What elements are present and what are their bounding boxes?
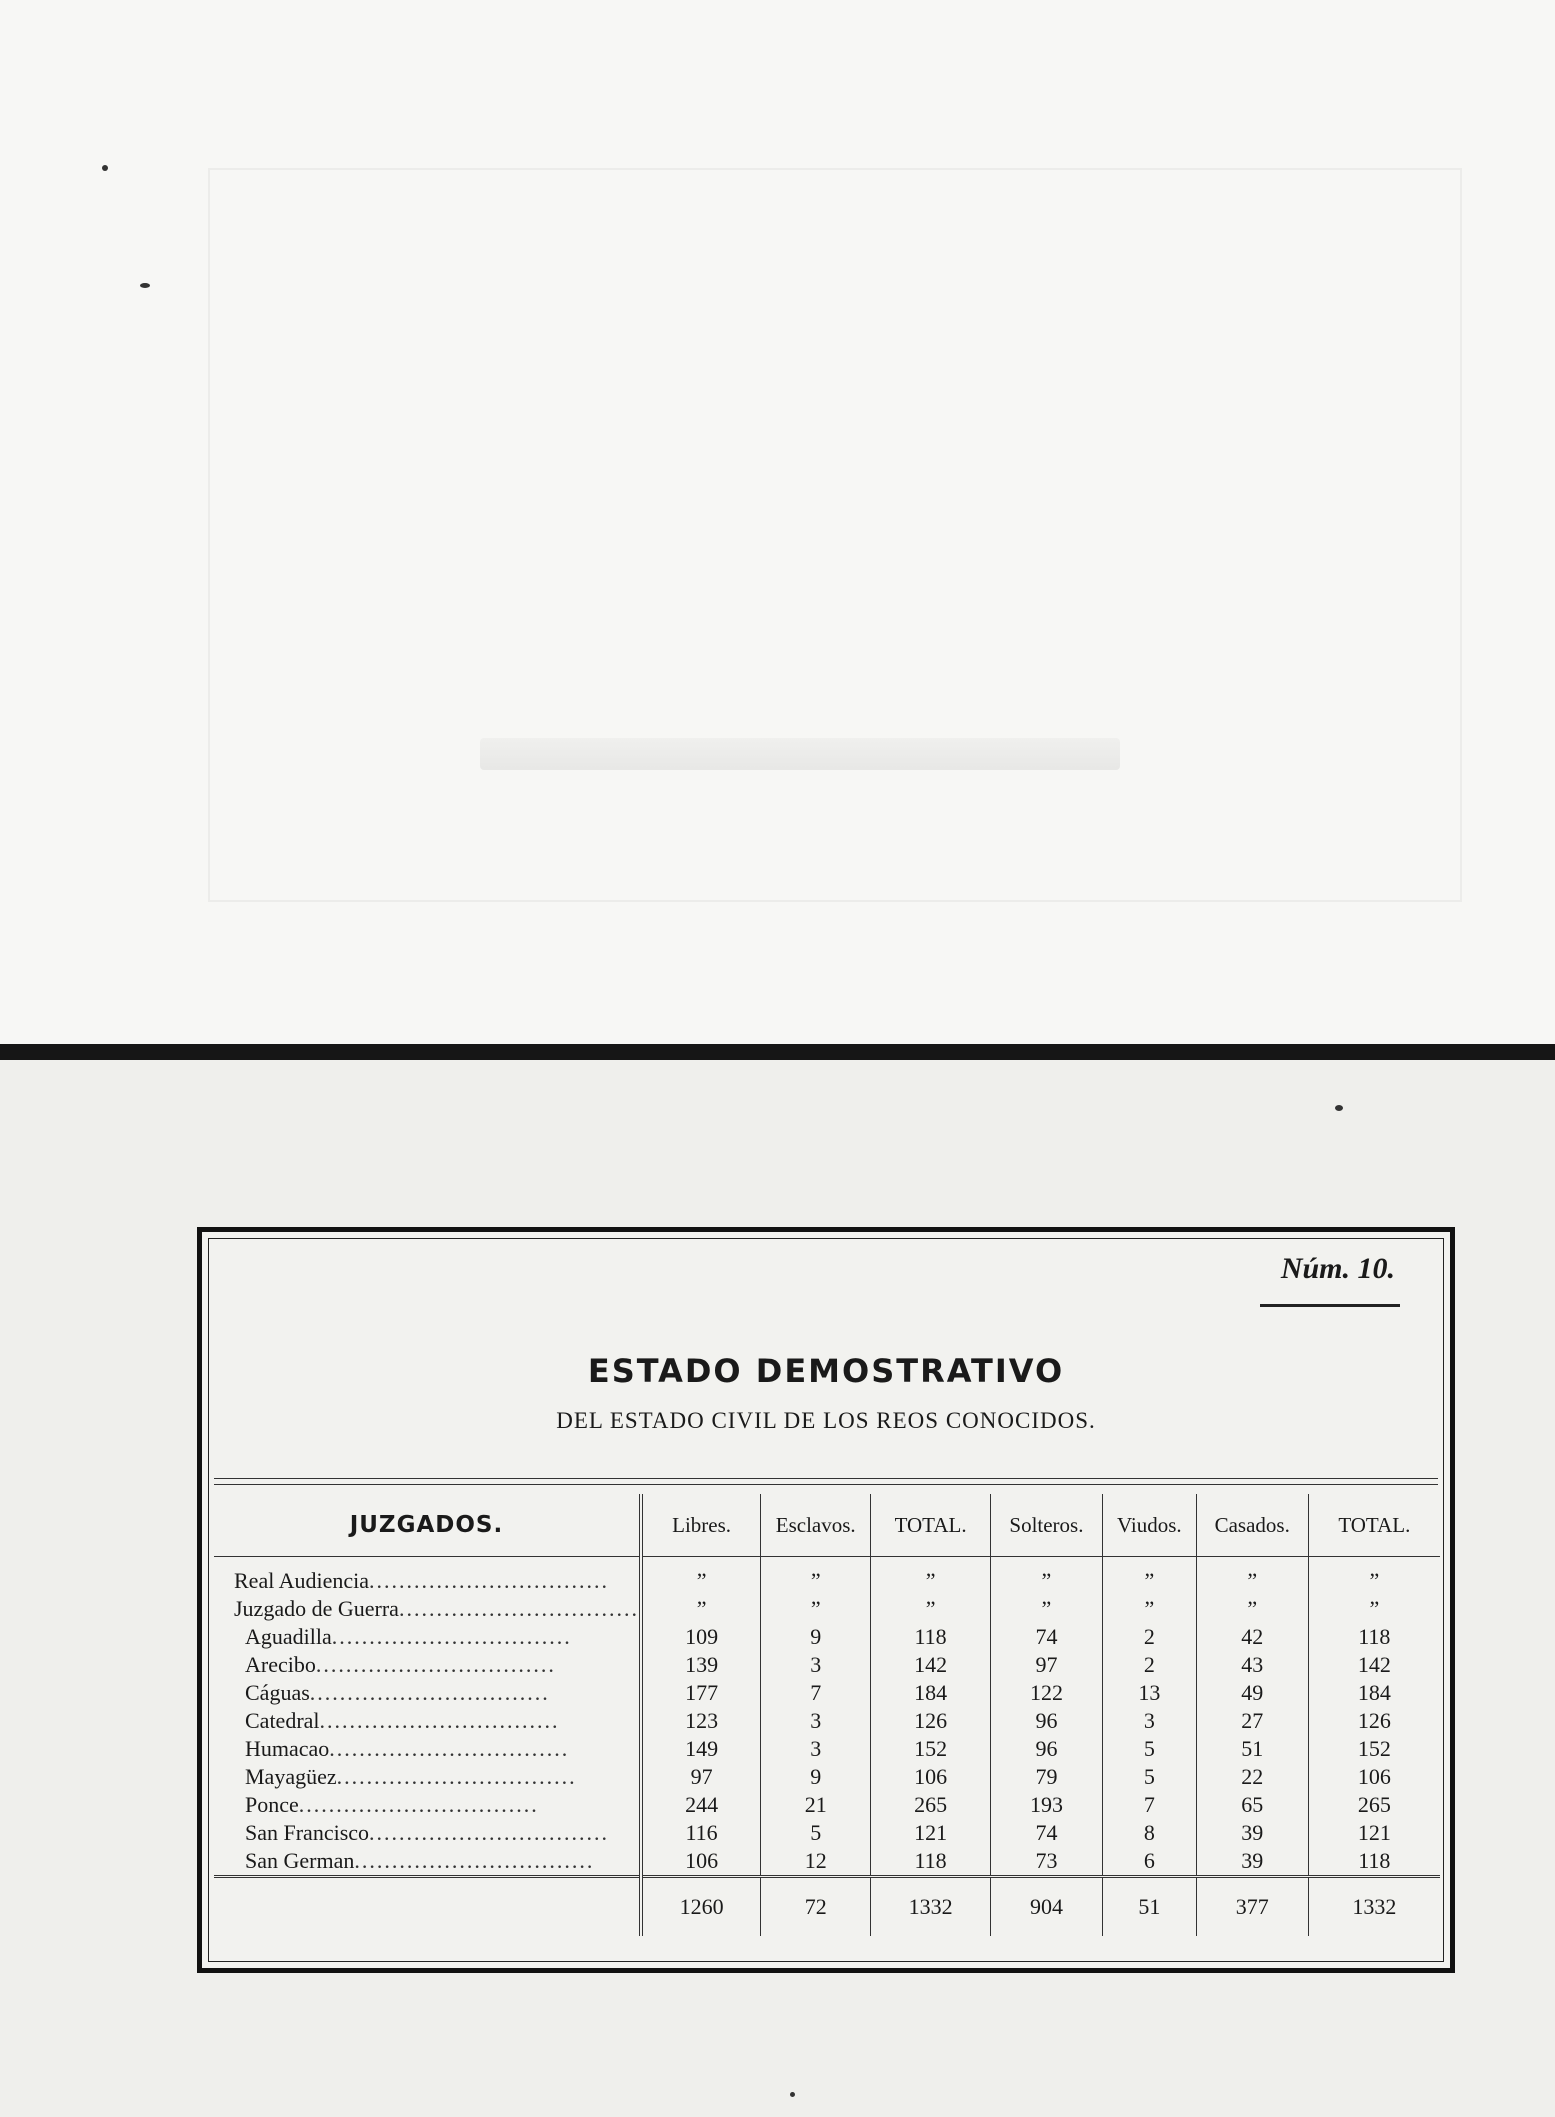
cell-6: 42 [1196,1623,1308,1651]
cell-2: 3 [761,1707,871,1735]
cell-7: ” [1308,1595,1440,1623]
row-juzgado-name [214,1707,641,1735]
column-header-juzgados: JUZGADOS. [349,1512,504,1538]
column-header-solteros: Solteros. [991,1494,1103,1557]
number-rule [1260,1304,1400,1307]
cell-3: ” [871,1595,991,1623]
cell-7: 118 [1308,1847,1440,1877]
cell-6: 51 [1196,1735,1308,1763]
total-cell-4: 904 [991,1877,1103,1937]
cell-3: 184 [871,1679,991,1707]
row-juzgado-name [214,1847,641,1877]
cell-5: 13 [1102,1679,1196,1707]
cell-6: 65 [1196,1791,1308,1819]
juzgado-label: Mayagüez [245,1764,337,1789]
cell-3: 152 [871,1735,991,1763]
total-cell-2: 72 [761,1877,871,1937]
cell-1: 139 [641,1651,761,1679]
statistical-table-frame [197,1227,1455,1973]
cell-5: 8 [1102,1819,1196,1847]
table-row [214,1735,1440,1763]
dot-leader: ................................ [309,1680,550,1705]
cell-7: 106 [1308,1763,1440,1791]
cell-7: 265 [1308,1791,1440,1819]
total-cell-6: 377 [1196,1877,1308,1937]
row-juzgado-name [214,1735,641,1763]
cell-4: 74 [991,1623,1103,1651]
cell-7: 184 [1308,1679,1440,1707]
cell-3: 106 [871,1763,991,1791]
juzgado-label: San German [245,1848,355,1873]
cell-4: 79 [991,1763,1103,1791]
table-row [214,1557,1440,1596]
cell-1: 149 [641,1735,761,1763]
cell-4: ” [991,1557,1103,1596]
cell-5: 6 [1102,1847,1196,1877]
cell-7: ” [1308,1557,1440,1596]
show-through-title [480,738,1120,770]
cell-7: 126 [1308,1707,1440,1735]
header-rule-double [214,1484,1438,1485]
indent-marks [234,1820,245,1845]
cell-5: 5 [1102,1735,1196,1763]
cell-4: 96 [991,1735,1103,1763]
cell-3: 126 [871,1707,991,1735]
dot-leader: ................................ [398,1596,639,1621]
cell-1: 177 [641,1679,761,1707]
juzgado-label: Real Audiencia [234,1568,370,1593]
cell-1: ” [641,1557,761,1596]
cell-5: ” [1102,1595,1196,1623]
cell-4: 73 [991,1847,1103,1877]
indent-marks [234,1652,245,1677]
cell-4: 193 [991,1791,1103,1819]
cell-3: 142 [871,1651,991,1679]
blank-verso-page [0,0,1555,1045]
dot-leader: ................................ [369,1820,610,1845]
cell-1: 106 [641,1847,761,1877]
table-row [214,1623,1440,1651]
cell-2: 3 [761,1735,871,1763]
cell-4: 96 [991,1707,1103,1735]
indent-marks [234,1708,245,1733]
cell-2: 9 [761,1763,871,1791]
juzgado-label: Arecibo [245,1652,316,1677]
cell-1: 123 [641,1707,761,1735]
cell-1: 109 [641,1623,761,1651]
indent-marks [234,1624,245,1649]
cell-1: 244 [641,1791,761,1819]
total-cell-7: 1332 [1308,1877,1440,1937]
total-cell-1: 1260 [641,1877,761,1937]
dot-leader: ................................ [329,1736,570,1761]
cell-3: 118 [871,1623,991,1651]
column-header-esclavos: Esclavos. [761,1494,871,1557]
table-subtitle: DEL ESTADO CIVIL DE LOS REOS CONOCIDOS. [556,1408,1096,1433]
cell-2: 12 [761,1847,871,1877]
dot-leader: ................................ [369,1568,610,1593]
column-header-total-2: TOTAL. [1308,1494,1440,1557]
cell-6: 27 [1196,1707,1308,1735]
juzgado-label: Ponce [245,1792,299,1817]
cell-3: 121 [871,1819,991,1847]
cell-5: 2 [1102,1651,1196,1679]
cell-6: 39 [1196,1819,1308,1847]
cell-5: 5 [1102,1763,1196,1791]
cell-5: 3 [1102,1707,1196,1735]
column-header-libres: Libres. [641,1494,761,1557]
cell-6: 22 [1196,1763,1308,1791]
cell-6: ” [1196,1557,1308,1596]
dot-leader: ................................ [354,1848,595,1873]
table-row [214,1651,1440,1679]
table-row [214,1707,1440,1735]
cell-1: 116 [641,1819,761,1847]
cell-1: ” [641,1595,761,1623]
cell-2: ” [761,1557,871,1596]
juzgado-label: Aguadilla [245,1624,332,1649]
cell-7: 118 [1308,1623,1440,1651]
dot-leader: ................................ [331,1624,572,1649]
total-cell-3: 1332 [871,1877,991,1937]
row-juzgado-name [214,1679,641,1707]
juzgado-label: Juzgado de Guerra [234,1596,399,1621]
totals-row [214,1877,1440,1937]
cell-2: 21 [761,1791,871,1819]
row-juzgado-name [214,1623,641,1651]
cell-2: ” [761,1595,871,1623]
cell-3: ” [871,1557,991,1596]
demographic-table [214,1494,1440,1936]
cell-2: 9 [761,1623,871,1651]
table-row [214,1847,1440,1877]
total-cell-5: 51 [1102,1877,1196,1937]
table-number: Núm. 10. [1280,1252,1395,1285]
row-juzgado-name [214,1557,641,1596]
indent-marks [234,1680,245,1705]
cell-5: 2 [1102,1623,1196,1651]
indent-marks [234,1736,245,1761]
dot-leader: ................................ [336,1764,577,1789]
cell-6: 43 [1196,1651,1308,1679]
table-title: ESTADO DEMOSTRATIVO [587,1352,1065,1390]
cell-7: 142 [1308,1651,1440,1679]
table-body [214,1557,1440,1937]
indent-marks [234,1848,245,1873]
cell-4: 122 [991,1679,1103,1707]
table-row [214,1679,1440,1707]
cell-6: ” [1196,1595,1308,1623]
juzgado-label: Catedral [245,1708,320,1733]
cell-4: 97 [991,1651,1103,1679]
cell-6: 39 [1196,1847,1308,1877]
cell-5: ” [1102,1557,1196,1596]
table-row [214,1763,1440,1791]
totals-label-cell [214,1877,641,1937]
cell-2: 5 [761,1819,871,1847]
table-row [214,1819,1440,1847]
juzgado-label: Humacao [245,1736,330,1761]
cell-4: ” [991,1595,1103,1623]
table-header-row [214,1494,1440,1557]
row-juzgado-name [214,1791,641,1819]
cell-7: 121 [1308,1819,1440,1847]
dot-leader: ................................ [319,1708,560,1733]
row-juzgado-name [214,1763,641,1791]
cell-2: 7 [761,1679,871,1707]
table-row [214,1595,1440,1623]
cell-2: 3 [761,1651,871,1679]
cell-5: 7 [1102,1791,1196,1819]
indent-marks [234,1792,245,1817]
column-header-total-1: TOTAL. [871,1494,991,1557]
page-fold [0,1044,1555,1060]
cell-7: 152 [1308,1735,1440,1763]
dot-leader: ................................ [298,1792,539,1817]
header-rule [214,1478,1438,1479]
dot-leader: ................................ [315,1652,556,1677]
cell-3: 118 [871,1847,991,1877]
row-juzgado-name [214,1651,641,1679]
cell-4: 74 [991,1819,1103,1847]
row-juzgado-name [214,1595,641,1623]
cell-1: 97 [641,1763,761,1791]
cell-3: 265 [871,1791,991,1819]
column-header-casados: Casados. [1196,1494,1308,1557]
indent-marks [234,1764,245,1789]
table-row [214,1791,1440,1819]
cell-6: 49 [1196,1679,1308,1707]
row-juzgado-name [214,1819,641,1847]
column-header-viudos: Viudos. [1102,1494,1196,1557]
show-through-frame [208,168,1462,902]
juzgado-label: Cáguas [245,1680,310,1705]
juzgado-label: San Francisco [245,1820,370,1845]
